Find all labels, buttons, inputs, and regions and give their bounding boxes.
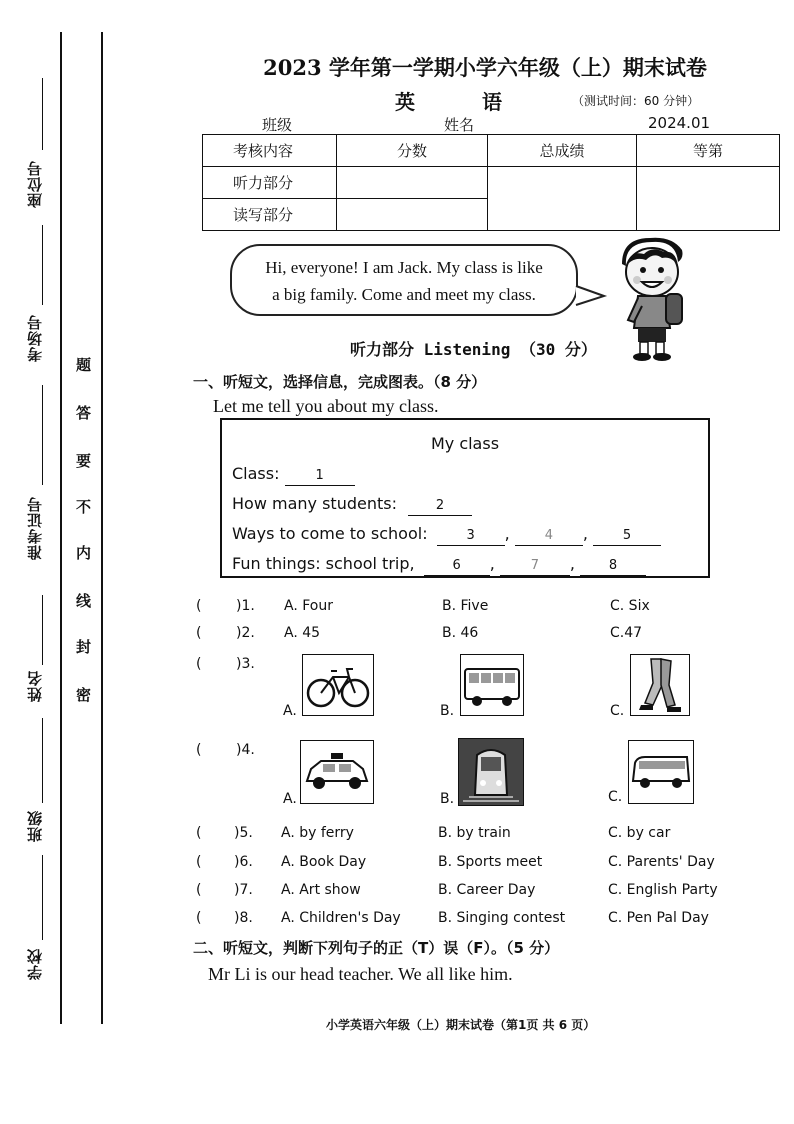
option-a: A. Four bbox=[284, 598, 333, 614]
question-number: )3. bbox=[236, 656, 255, 672]
seat-no-line-2 bbox=[42, 225, 43, 305]
seal-char: 线 bbox=[76, 592, 92, 610]
part1-heading: 一、听短文，选择信息，完成图表。（8 分） bbox=[193, 373, 487, 391]
bicycle-picture bbox=[302, 654, 374, 716]
option-a: A. Children's Day bbox=[281, 910, 401, 926]
train-icon bbox=[459, 739, 523, 805]
option-c: C. English Party bbox=[608, 882, 718, 898]
answer-paren[interactable]: ( bbox=[196, 598, 202, 614]
blank-7[interactable]: 7 bbox=[500, 558, 570, 576]
seal-char: 密 bbox=[76, 686, 92, 704]
seal-char: 要 bbox=[76, 452, 92, 470]
answer-paren[interactable]: ( bbox=[196, 625, 202, 641]
class-field[interactable] bbox=[262, 114, 416, 135]
option-a: A. 45 bbox=[284, 625, 321, 641]
train-picture bbox=[458, 738, 524, 806]
option-a: A. bbox=[283, 791, 297, 807]
seal-char: 答 bbox=[76, 404, 92, 422]
chart-row-class bbox=[232, 464, 355, 486]
option-c: C. Parents' Day bbox=[608, 854, 715, 870]
chart-row-ways: Ways to come to school: 3 , 4 , 5 bbox=[232, 524, 661, 546]
option-c: C. Six bbox=[610, 598, 650, 614]
score-cell[interactable] bbox=[337, 199, 488, 231]
school-label-side: 学校 bbox=[26, 948, 44, 980]
seal-char: 不 bbox=[76, 498, 92, 516]
margin-line-right bbox=[101, 32, 103, 1024]
fun-row-label: Fun things: school trip, bbox=[232, 554, 415, 573]
class-label: 班级 bbox=[262, 116, 293, 134]
option-c: C. bbox=[610, 703, 625, 719]
option-a: A. bbox=[283, 703, 297, 719]
name-label-side: 姓名 bbox=[26, 670, 44, 702]
score-header-content: 考核内容 bbox=[203, 135, 337, 167]
speech-bubble bbox=[230, 244, 578, 316]
name-label: 姓名 bbox=[444, 116, 475, 134]
taxi-picture bbox=[300, 740, 374, 804]
blank-2[interactable]: 2 bbox=[408, 498, 472, 516]
blank-4[interactable]: 4 bbox=[515, 528, 583, 546]
score-cell[interactable] bbox=[337, 167, 488, 199]
option-a: A. by ferry bbox=[281, 825, 354, 841]
ways-row-label: Ways to come to school: bbox=[232, 524, 428, 543]
option-a: A. Book Day bbox=[281, 854, 367, 870]
students-row-label: How many students: bbox=[232, 494, 397, 513]
question-number: )7. bbox=[234, 882, 253, 898]
blank-5[interactable]: 5 bbox=[593, 528, 661, 546]
chart-row-students bbox=[232, 494, 472, 516]
option-c: C. by car bbox=[608, 825, 671, 841]
seal-char: 封 bbox=[76, 638, 92, 656]
my-class-chart bbox=[220, 418, 710, 578]
blank-3[interactable]: 3 bbox=[437, 528, 505, 546]
exam-title: 2023 学年第一学期小学六年级（上）期末试卷 bbox=[263, 55, 707, 80]
option-c: C. Pen Pal Day bbox=[608, 910, 709, 926]
option-b: B. 46 bbox=[442, 625, 479, 641]
score-table bbox=[202, 134, 780, 231]
score-row-reading: 读写部分 bbox=[203, 199, 337, 231]
taxi-icon bbox=[301, 741, 373, 803]
part1-lead: Let me tell you about my class. bbox=[213, 396, 439, 416]
name-field[interactable] bbox=[444, 114, 598, 135]
option-b: B. bbox=[440, 703, 455, 719]
margin-line-left bbox=[60, 32, 62, 1024]
part2-lead: Mr Li is our head teacher. We all like him. bbox=[208, 964, 513, 984]
walking-icon bbox=[631, 655, 689, 715]
question-number: )4. bbox=[236, 742, 255, 758]
option-b: B. Singing contest bbox=[438, 910, 566, 926]
option-b: B. Five bbox=[442, 598, 489, 614]
exam-date: 2024.01 bbox=[648, 114, 711, 132]
question-number: )8. bbox=[234, 910, 253, 926]
option-b: B. Sports meet bbox=[438, 854, 543, 870]
question-number: )2. bbox=[236, 625, 255, 641]
answer-paren[interactable]: ( bbox=[196, 882, 202, 898]
option-b: B. by train bbox=[438, 825, 511, 841]
option-b: B. bbox=[440, 791, 455, 807]
chart-row-fun: Fun things: school trip, 6 , 7 , 8 bbox=[232, 554, 646, 576]
test-time: （测试时间：60 分钟） bbox=[572, 94, 700, 108]
bicycle-icon bbox=[303, 655, 373, 715]
part2-heading: 二、听短文，判断下列句子的正（T）误（F）。（5 分） bbox=[193, 939, 560, 957]
page-footer: 小学英语六年级（上）期末试卷（第1页 共 6 页） bbox=[326, 1018, 596, 1032]
seal-char: 内 bbox=[76, 544, 92, 562]
exam-room-label: 考场号 bbox=[26, 314, 44, 362]
blank-8[interactable]: 8 bbox=[580, 558, 646, 576]
bus-picture bbox=[460, 654, 524, 716]
total-score-cell[interactable] bbox=[488, 167, 637, 231]
seat-no-label: 座位号 bbox=[26, 160, 44, 208]
blank-1[interactable]: 1 bbox=[285, 468, 355, 486]
seal-char: 题 bbox=[76, 356, 92, 374]
exam-room-line bbox=[42, 385, 43, 485]
coach-picture bbox=[628, 740, 694, 804]
class-line-side bbox=[42, 855, 43, 940]
question-number: )6. bbox=[234, 854, 253, 870]
admission-no-label: 准考证号 bbox=[26, 496, 44, 560]
blank-6[interactable]: 6 bbox=[424, 558, 490, 576]
boy-jack-illustration bbox=[612, 236, 698, 362]
answer-paren[interactable]: ( bbox=[196, 742, 202, 758]
seat-no-line bbox=[42, 78, 43, 150]
bus-icon bbox=[461, 655, 523, 715]
subject-title: 英 语 bbox=[395, 90, 532, 114]
admission-no-line bbox=[42, 595, 43, 665]
class-label-side: 班级 bbox=[26, 810, 44, 842]
name-line-side bbox=[42, 718, 43, 803]
option-a: A. Art show bbox=[281, 882, 361, 898]
answer-paren[interactable]: ( bbox=[196, 910, 202, 926]
class-row-label: Class: bbox=[232, 464, 280, 483]
score-header-grade: 等第 bbox=[637, 135, 780, 167]
answer-paren[interactable]: ( bbox=[196, 825, 202, 841]
answer-paren[interactable]: ( bbox=[196, 854, 202, 870]
score-row-listening: 听力部分 bbox=[203, 167, 337, 199]
coach-bus-icon bbox=[629, 741, 693, 803]
speech-bubble-tail bbox=[574, 283, 608, 309]
question-number: )5. bbox=[234, 825, 253, 841]
option-c: C.47 bbox=[610, 625, 643, 641]
option-c: C. bbox=[608, 789, 623, 805]
bubble-line-1: Hi, everyone! I am Jack. My class is like bbox=[265, 258, 543, 277]
score-header-total: 总成绩 bbox=[488, 135, 637, 167]
walking-legs-picture bbox=[630, 654, 690, 716]
option-b: B. Career Day bbox=[438, 882, 536, 898]
grade-cell[interactable] bbox=[637, 167, 780, 231]
bubble-line-2: a big family. Come and meet my class. bbox=[272, 285, 536, 304]
question-number: )1. bbox=[236, 598, 255, 614]
chart-title: My class bbox=[430, 434, 500, 453]
score-header-points: 分数 bbox=[337, 135, 488, 167]
listening-section-title: 听力部分 Listening （30 分） bbox=[350, 340, 597, 359]
answer-paren[interactable]: ( bbox=[196, 656, 202, 672]
